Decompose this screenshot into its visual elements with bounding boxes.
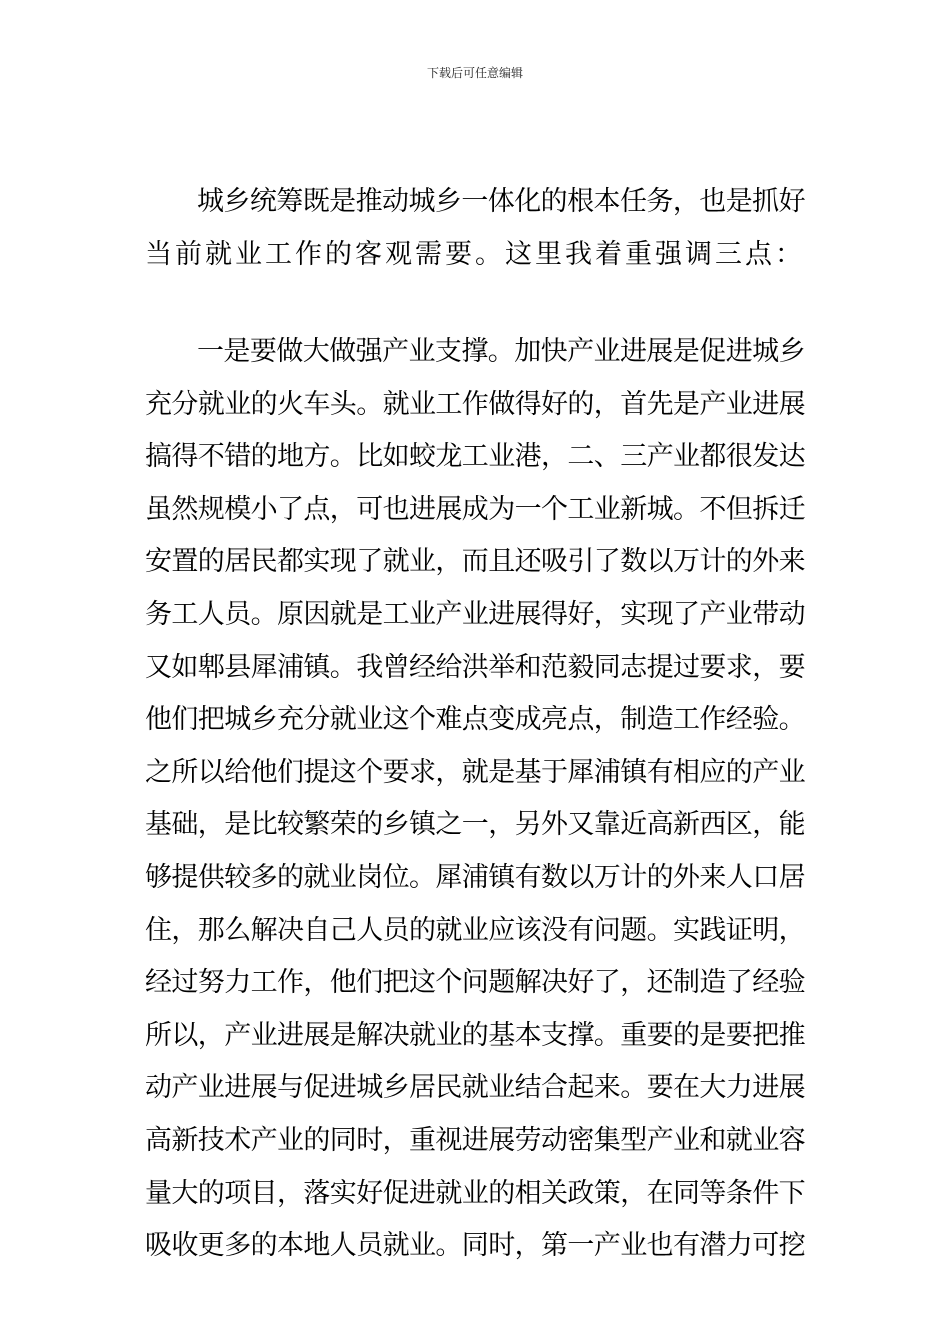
text-line-content: 高新技术产业的同时，重视进展劳动密集型产业和就业容 (145, 1125, 805, 1156)
text-line-content: 安置的居民都实现了就业，而且还吸引了数以万计的外来 (145, 546, 805, 578)
text-line-content: 量大的项目，落实好促进就业的相关政策，在同等条件下 (145, 1177, 805, 1209)
text-line-content: 务工人员。原因就是工业产业进展得好，实现了产业带动 (145, 599, 805, 630)
text-line-content: 当前就业工作的客观需要。这里我着重强调三点： (145, 238, 805, 270)
text-line-content: 住，那么解决自己人员的就业应该没有问题。实践证明， (145, 914, 805, 946)
text-line-content: 经过努力工作，他们把这个问题解决好了，还制造了经验 (145, 967, 805, 999)
text-line-content: 搞得不错的地方。比如蛟龙工业港，二、三产业都很发达 (145, 441, 805, 473)
text-line-content: 基础，是比较繁荣的乡镇之一，另外又靠近高新西区，能 (145, 809, 805, 841)
text-line-content: 充分就业的火车头。就业工作做得好的，首先是产业进展 (145, 388, 805, 420)
text-line-content: 又如郫县犀浦镇。我曾经给洪举和范毅同志提过要求，要 (145, 651, 805, 683)
text-line-content: 够提供较多的就业岗位。犀浦镇有数以万计的外来人口居 (145, 862, 805, 893)
text-line-content: 一是要做大做强产业支撑。加快产业进展是促进城乡 (197, 336, 805, 367)
text-line-content: 他们把城乡充分就业这个难点变成亮点，制造工作经验。 (145, 704, 805, 736)
page-header: 下载后可任意编辑 (426, 66, 523, 80)
text-line-content: 城乡统筹既是推动城乡一体化的根本任务，也是抓好 (197, 186, 805, 217)
text-line-content: 动产业进展与促进城乡居民就业结合起来。要在大力进展 (145, 1072, 805, 1104)
text-line-content: 虽然规模小了点，可也进展成为一个工业新城。不但拆迁 (145, 493, 805, 525)
text-line-content: 吸收更多的本地人员就业。同时，第一产业也有潜力可挖 (145, 1230, 805, 1262)
text-line-content: 之所以给他们提这个要求，就是基于犀浦镇有相应的产业 (145, 756, 805, 788)
text-line-content: 所以，产业进展是解决就业的基本支撑。重要的是要把推 (145, 1019, 805, 1051)
